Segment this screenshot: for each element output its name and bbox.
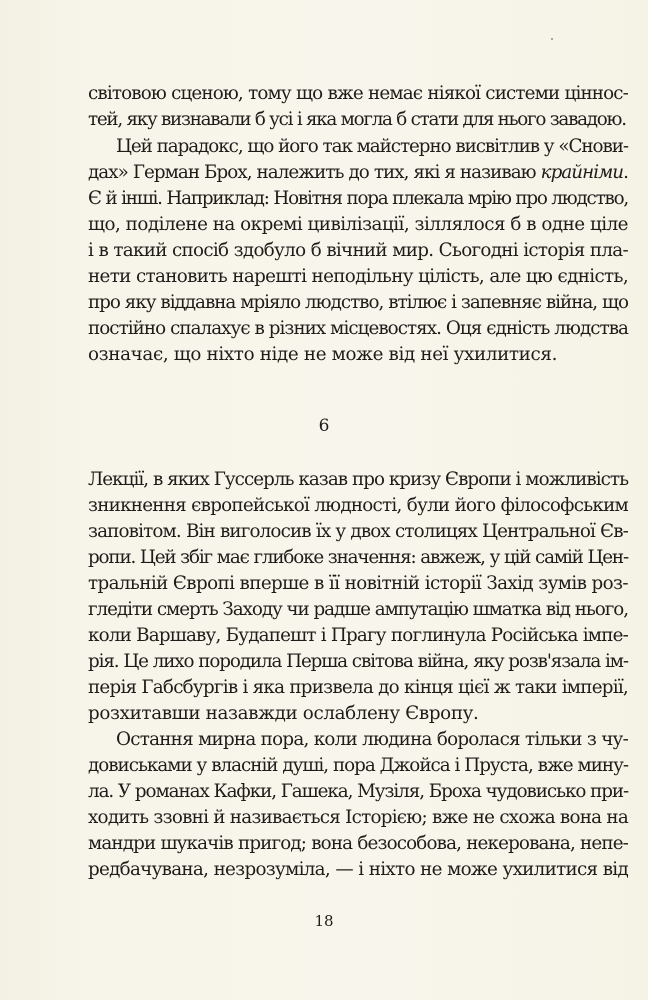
text-line: світовою сценою, тому що вже немає ніякої системи ціннос-: [88, 83, 628, 104]
text-line: розхитавши назавжди ослаблену Європу.: [88, 703, 479, 724]
text-line: що, поділене на окремі цивілізації, зіллялося б в одне ціле: [88, 214, 628, 235]
text-line: Є й інші. Наприклад: Новітня пора плекала мрію про людство,: [88, 188, 628, 209]
page-number: 18: [314, 912, 334, 930]
text-line: Остання мирна пора, коли людина боролася тільки з чу-: [116, 729, 628, 750]
emphasized-term: крайніми: [540, 162, 624, 183]
text-line: ла. У романах Кафки, Гашека, Музіля, Броха чудовисько при-: [88, 781, 629, 802]
paper-speck: [551, 38, 553, 40]
text-line: тей, яку визнавали б усі і яка могла б стати для нього завадою.: [88, 109, 626, 130]
text-line: коли Варшаву, Будапешт і Прагу поглинула Російська імпе-: [88, 625, 628, 646]
text-line: про яку віддавна мріяло людство, втілює і запевняє війна, що: [88, 292, 628, 313]
text-line: довиськами у власній душі, пора Джойса і Пруста, вже мину-: [88, 755, 628, 776]
text-line: означає, що ніхто ніде не може від неї ухилитися.: [88, 344, 558, 365]
text-line: ходить ззовні й називається Історією; вже не схожа вона на: [88, 807, 628, 828]
text-line: редбачувана, незрозуміла, — і ніхто не може ухилитися від: [88, 859, 628, 880]
text-line: Цей парадокс, що його так майстерно висвітлив у «Снови-: [116, 136, 628, 157]
text-line: нети становить нарешті неподільну цілість, але цю єдність,: [88, 266, 628, 287]
text-line: гледіти смерть Заходу чи радше ампутацію шматка від нього,: [88, 599, 628, 620]
text-line-with-emphasis: [88, 160, 628, 186]
text-line: тральній Європі вперше в її новітній історії Захід зумів роз-: [88, 573, 628, 594]
section-number: 6: [318, 416, 330, 436]
text-line: мандри шукачів пригод; вона безособова, некерована, непе-: [88, 833, 628, 854]
text-line: ропи. Цей збіг має глибоке значення: авжеж, у цій самій Цен-: [88, 547, 628, 568]
text-line: і в такий спосіб здобуло б вічний мир. Сьогодні історія пла-: [88, 240, 628, 261]
text-span: .: [623, 162, 628, 183]
text-line: постійно спалахує в різних місцевостях. Оця єдність людства: [88, 318, 628, 339]
text-line: рія. Це лихо породила Перша світова війна, яку розв'язала ім-: [88, 651, 628, 672]
text-line: Лекції, в яких Гуссерль казав про кризу Європи і можливість: [88, 469, 629, 490]
text-span: дах» Герман Брох, належить до тих, які я називаю: [88, 162, 541, 183]
text-line: заповітом. Він виголосив їх у двох столицях Центральної Єв-: [88, 521, 628, 542]
text-line: перія Габсбургів і яка призвела до кінця цієї ж таки імперії,: [88, 677, 628, 698]
text-line: зникнення європейської людності, були його філософським: [88, 495, 628, 516]
